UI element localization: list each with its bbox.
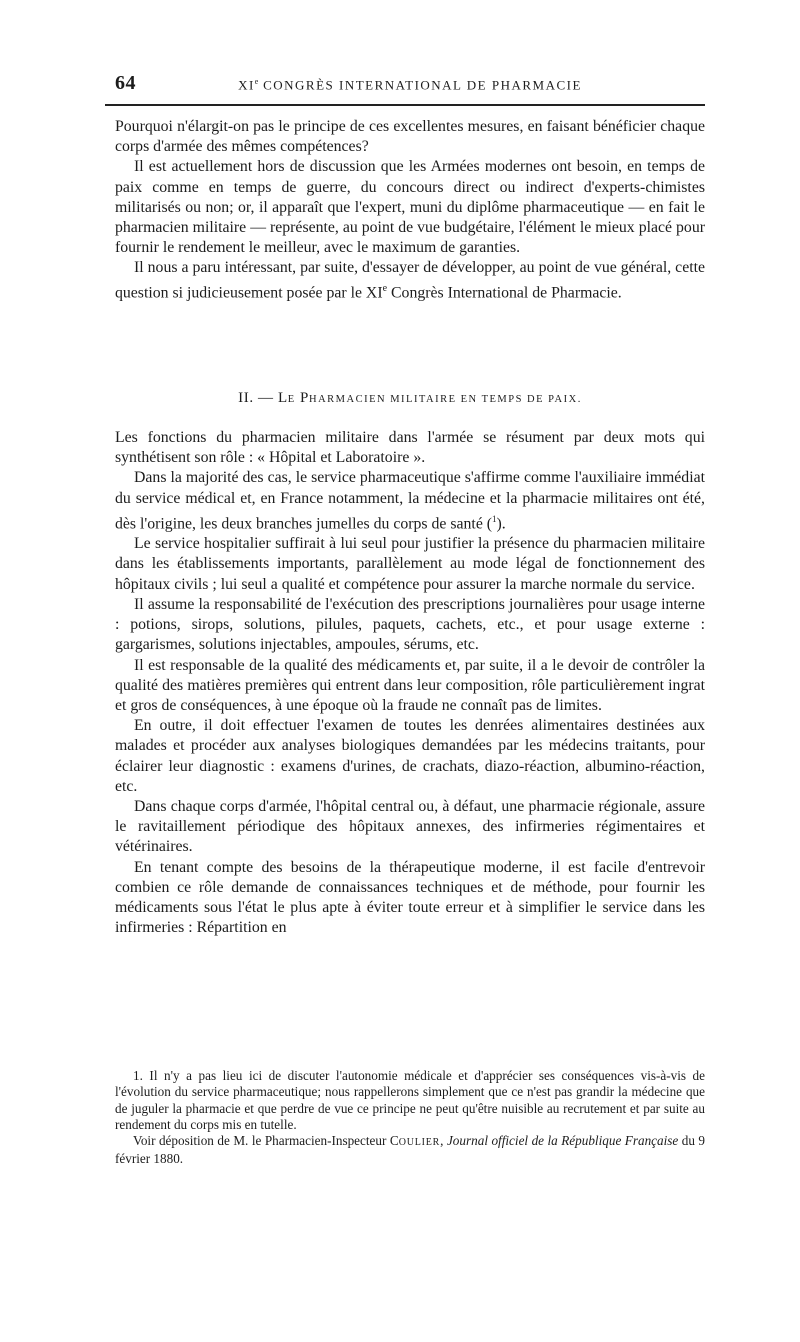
- paragraph-text: Dans la majorité des cas, le service pharmaceutique s'affirme comme l'auxiliaire immédiat du service médical et, en France notamment, la médecine et la pharmacie militaires ont été, dès l'origine, les deux branches jumelles du corps de santé (: [115, 469, 705, 533]
- page-header: [115, 72, 705, 96]
- footnote: [115, 1133, 705, 1168]
- paragraph: En outre, il doit effectuer l'examen de toutes les denrées alimentaires destinées aux malades et procéder aux analyses biologiques demandées par les médecins traitants, pour éclairer leur diagnostic : examens d'urines, de crachats, diazo-réaction, albumino-réaction, etc.: [115, 717, 705, 795]
- section-number: II. —: [238, 390, 278, 406]
- paragraph-text: Il nous a paru intéressant, par suite, d'essayer de développer, au point de vue général, cette question si judicieusement posée par le XI: [115, 259, 705, 301]
- author-name: OULIER: [398, 1137, 441, 1149]
- section-title-initial: P: [295, 390, 309, 406]
- section-heading: [115, 390, 705, 407]
- footnote-text: du 9 février 1880.: [115, 1133, 706, 1167]
- footnote-text: ,: [440, 1133, 447, 1149]
- superscript: e: [382, 282, 388, 294]
- paragraph: [115, 258, 705, 303]
- section-title-part: HARMACIEN MILITAIRE EN TEMPS DE PAIX.: [308, 394, 582, 405]
- page-number: 64: [115, 72, 136, 94]
- paragraph: Il est responsable de la qualité des médicaments et, par suite, il a le devoir de contrôler la qualité des matières premières qui entrent dans leur composition, rôle particulièrement ingrat et gros de conséquences, à une époque où la fraude ne connaît pas de limites.: [115, 656, 705, 714]
- paragraph: Les fonctions du pharmacien militaire dans l'armée se résument par deux mots qui synthétisent son rôle : « Hôpital et Laboratoire ».: [115, 429, 705, 467]
- running-title-prefix: XI: [238, 77, 255, 93]
- paragraph: Le service hospitalier suffirait à lui seul pour justifier la présence du pharmacien militaire dans les établissements importants, parallèlement au mode légal de fonctionnement des hôpitaux civils ; lui seul a qualité et compétence pour assurer la marche normale du service.: [115, 535, 705, 593]
- paragraph-text: ).: [496, 515, 506, 533]
- running-title-text: CONGRÈS INTERNATIONAL DE PHARMACIE: [258, 77, 582, 93]
- footnote: 1. Il n'y a pas lieu ici de discuter l'autonomie médicale et d'apprécier ses conséquences vis-à-vis de l'évolution du service pharmaceutique; nous rappellerons simplement que ce n'est pas grandir la médecine que de juguler la pharmacie et que perdre de vue ce principe ne peut qu'être nuisible au recrutement et par suite au rendement du corps mis en tutelle.: [115, 1068, 705, 1132]
- paragraph: Dans chaque corps d'armée, l'hôpital central ou, à défaut, une pharmacie régionale, assure le ravitaillement périodique des hôpitaux annexes, des infirmeries régimentaires et vétérinaires.: [115, 797, 705, 856]
- running-title: [115, 77, 705, 93]
- paragraph: Il est actuellement hors de discussion que les Armées modernes ont besoin, en temps de paix comme en temps de guerre, du concours direct ou indirect d'experts-chimistes militarisés ou non; or, il apparaît que l'expert, muni du diplôme pharmaceutique — en fait le pharmacien militaire — représente, au point de vue budgétaire, l'élément le mieux placé pour fournir le rendement le meilleur, avec le maximum de garanties.: [115, 158, 705, 257]
- paragraph: Pourquoi n'élargit-on pas le principe de ces excellentes mesures, en faisant bénéficier chaque corps d'armée des mêmes compétences?: [115, 118, 705, 156]
- header-rule: [105, 104, 705, 106]
- footnote-text: Voir déposition de M. le Pharmacien-Inspecteur: [133, 1133, 390, 1149]
- paragraph: [115, 468, 705, 534]
- section-title-part: E: [287, 394, 296, 405]
- running-title-superscript: e: [254, 77, 259, 86]
- section-text: [115, 428, 705, 938]
- author-name-initial: C: [389, 1133, 399, 1149]
- footnotes: [115, 1068, 705, 1168]
- paragraph: Il assume la responsabilité de l'exécution des prescriptions journalières pour usage interne : potions, sirops, solutions, pilules, paquets, cachets, etc., et pour usage externe : gargarismes, solutions injectables, ampoules, sérums, etc.: [115, 595, 705, 654]
- intro-text: [115, 117, 705, 303]
- paragraph-text: Congrès International de Pharmacie.: [387, 283, 622, 301]
- paragraph: En tenant compte des besoins de la thérapeutique moderne, il est facile d'entrevoir combien ce rôle demande de connaissances techniques et de méthode, pour fournir les médicaments sous l'état le plus apte à éviter toute erreur et à simplifier le service dans les infirmeries : Répartition en: [115, 858, 705, 937]
- footnote-reference: 1: [492, 513, 497, 524]
- journal-title: Journal officiel de la République Française: [446, 1133, 679, 1149]
- section-title-initial: L: [278, 390, 288, 406]
